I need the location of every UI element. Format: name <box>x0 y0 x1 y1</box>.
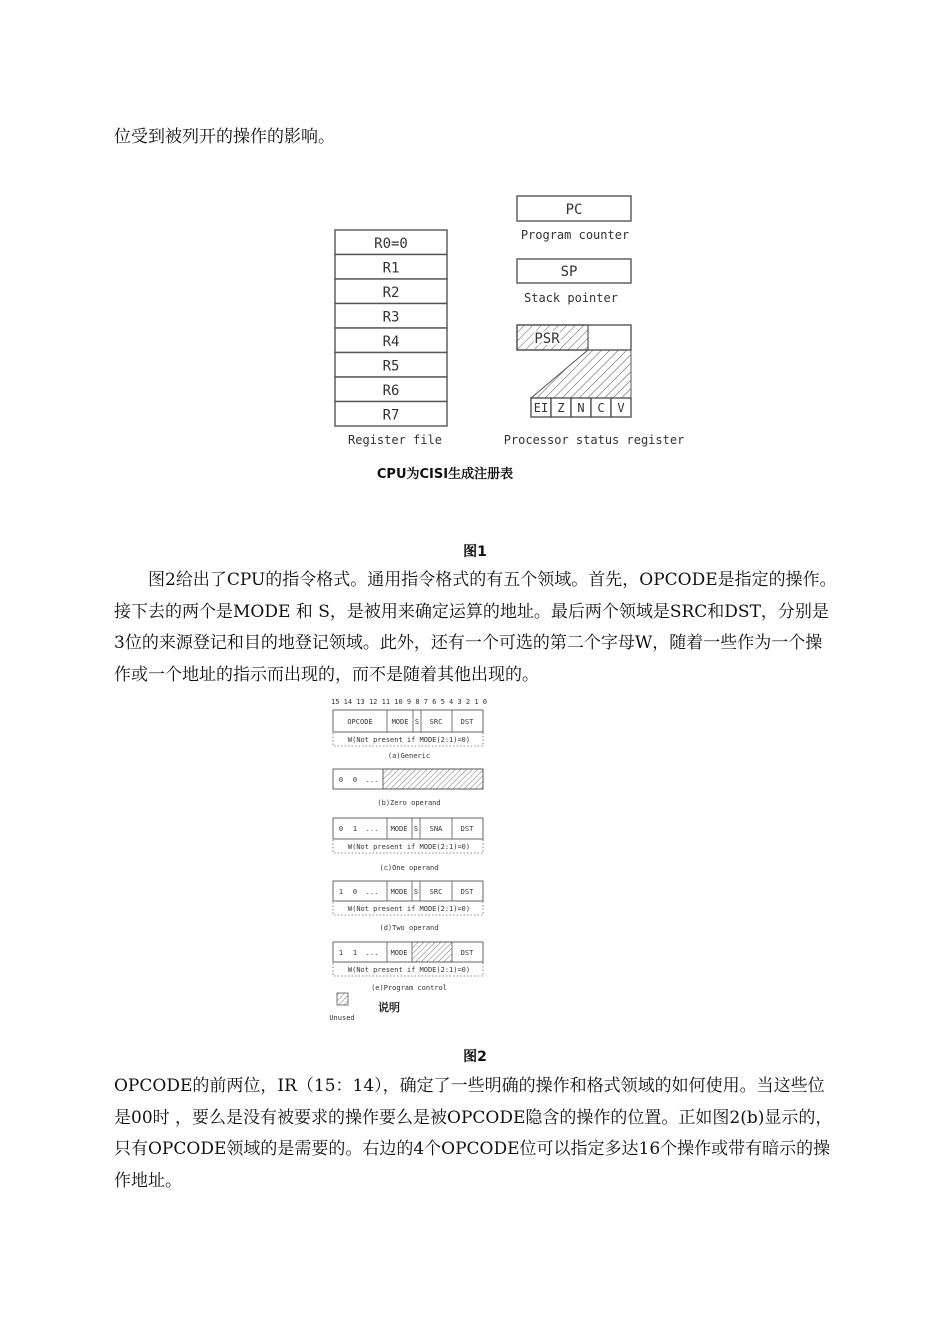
generic-mode-field: MODE <box>391 718 409 726</box>
paragraph-3: OPCODE的前两位，IR（15：14），确定了一些明确的操作和格式领域的如何使用。当这些位是00时 ，要么是没有被要求的操作要么是被OPCODE隐含的操作的位置。正如图2(b)显示的，只有OPCODE领域的是需要的。右边的4个OPCODE位可以指定多达16个操作或带有暗示的操作地址。 <box>114 1076 833 1191</box>
format-generic <box>333 710 483 760</box>
zero-ellipsis: ... <box>365 776 379 784</box>
prog-bit-14: 1 <box>352 949 358 957</box>
register-r4-label: R4 <box>382 334 400 350</box>
zero-bit-14: 0 <box>352 776 358 784</box>
two-mode-field: MODE <box>390 888 408 896</box>
one-sna-field: SNA <box>429 825 443 833</box>
register-r6-label: R6 <box>382 383 400 399</box>
one-bit-14: 1 <box>352 825 358 833</box>
one-caption: (c)One operand <box>379 864 439 872</box>
zero-bit-15: 0 <box>338 776 344 784</box>
paragraph-2: 图2给出了CPU的指令格式。通用指令格式的有五个领域。首先，OPCODE是指定的操作。接下去的两个是MODE 和 S，是被用来确定运算的地址。最后两个领域是SRC和DST，分别是3位的来源登记和目的地登记领域。此外，还有一个可选的第二个字母W，随着一些作为一个操作或一个地址的指示而出现的，而不是随着其他出现的。 <box>114 570 837 685</box>
prog-caption: (e)Program control <box>371 984 447 992</box>
register-file <box>335 230 447 447</box>
figure-2-caption: 图2 <box>463 1049 487 1065</box>
generic-opcode-field: OPCODE <box>347 718 373 726</box>
program-counter-label: Program counter <box>520 228 630 242</box>
figure-2-instruction-formats <box>325 690 495 1030</box>
generic-dst-field: DST <box>460 718 474 726</box>
bit-numbers: 15 14 13 12 11 10 9 8 7 6 5 4 3 2 1 0 <box>331 698 487 706</box>
one-mode-field: MODE <box>390 825 408 833</box>
register-r5-label: R5 <box>382 358 400 375</box>
two-caption: (d)Two operand <box>379 924 439 932</box>
two-w-note: W(Not present if MODE(2:1)=0) <box>347 905 471 913</box>
format-program-control <box>333 942 483 992</box>
prog-dst-field: DST <box>460 949 474 957</box>
prog-ellipsis: ... <box>365 949 379 957</box>
status-bit-v-label: V <box>617 401 625 415</box>
legend-note: 说明 <box>378 1001 400 1014</box>
register-r1-label: R1 <box>382 260 400 277</box>
two-bit-14: 0 <box>352 888 358 896</box>
program-counter-text: PC <box>565 202 583 218</box>
one-w-note: W(Not present if MODE(2:1)=0) <box>347 843 471 851</box>
figure-1-title: CPU为CISI生成注册表 <box>376 467 514 482</box>
format-two-operand <box>333 881 483 932</box>
psr-expansion-wedge <box>531 350 631 398</box>
generic-w-note: W(Not present if MODE(2:1)=0) <box>347 736 471 744</box>
prog-w-note: W(Not present if MODE(2:1)=0) <box>347 966 471 974</box>
top-paragraph: 位受到被列开的操作的影响。 <box>114 127 335 147</box>
psr-text: PSR <box>534 331 560 347</box>
status-bits <box>531 398 631 417</box>
one-ellipsis: ... <box>365 825 379 833</box>
two-s-field: S <box>413 888 419 896</box>
psr-label: Processor status register <box>503 433 685 447</box>
figure-1-caption: 图1 <box>463 544 487 560</box>
status-bit-z-label: Z <box>557 401 565 415</box>
one-s-field: S <box>413 825 419 833</box>
register-file-label: Register file <box>348 433 442 447</box>
stack-pointer-label: Stack pointer <box>524 291 618 305</box>
two-ellipsis: ... <box>365 888 379 896</box>
two-bit-15: 1 <box>338 888 344 896</box>
two-dst-field: DST <box>460 888 474 896</box>
stack-pointer-text: SP <box>560 264 578 280</box>
status-bit-c-label: C <box>597 401 605 415</box>
status-bit-ei-label: EI <box>533 401 549 415</box>
generic-s-field: S <box>414 718 420 726</box>
generic-caption: (a)Generic <box>387 752 431 760</box>
register-r7-label: R7 <box>382 407 400 424</box>
generic-src-field: SRC <box>429 718 443 726</box>
zero-caption: (b)Zero operand <box>377 799 441 807</box>
register-r0-label: R0=0 <box>374 236 408 252</box>
legend-unused-swatch <box>337 993 348 1005</box>
one-bit-15: 0 <box>338 825 344 833</box>
one-dst-field: DST <box>460 825 474 833</box>
register-r2-label: R2 <box>382 285 400 301</box>
figure-1-register-diagram <box>325 185 705 495</box>
two-src-field: SRC <box>429 888 443 896</box>
format-zero-operand <box>333 769 483 807</box>
format-one-operand <box>333 818 483 872</box>
status-bit-n-label: N <box>577 401 585 415</box>
legend-unused-label: Unused <box>329 1014 355 1022</box>
register-r3-label: R3 <box>382 309 400 326</box>
prog-mode-field: MODE <box>390 949 408 957</box>
prog-bit-15: 1 <box>338 949 344 957</box>
